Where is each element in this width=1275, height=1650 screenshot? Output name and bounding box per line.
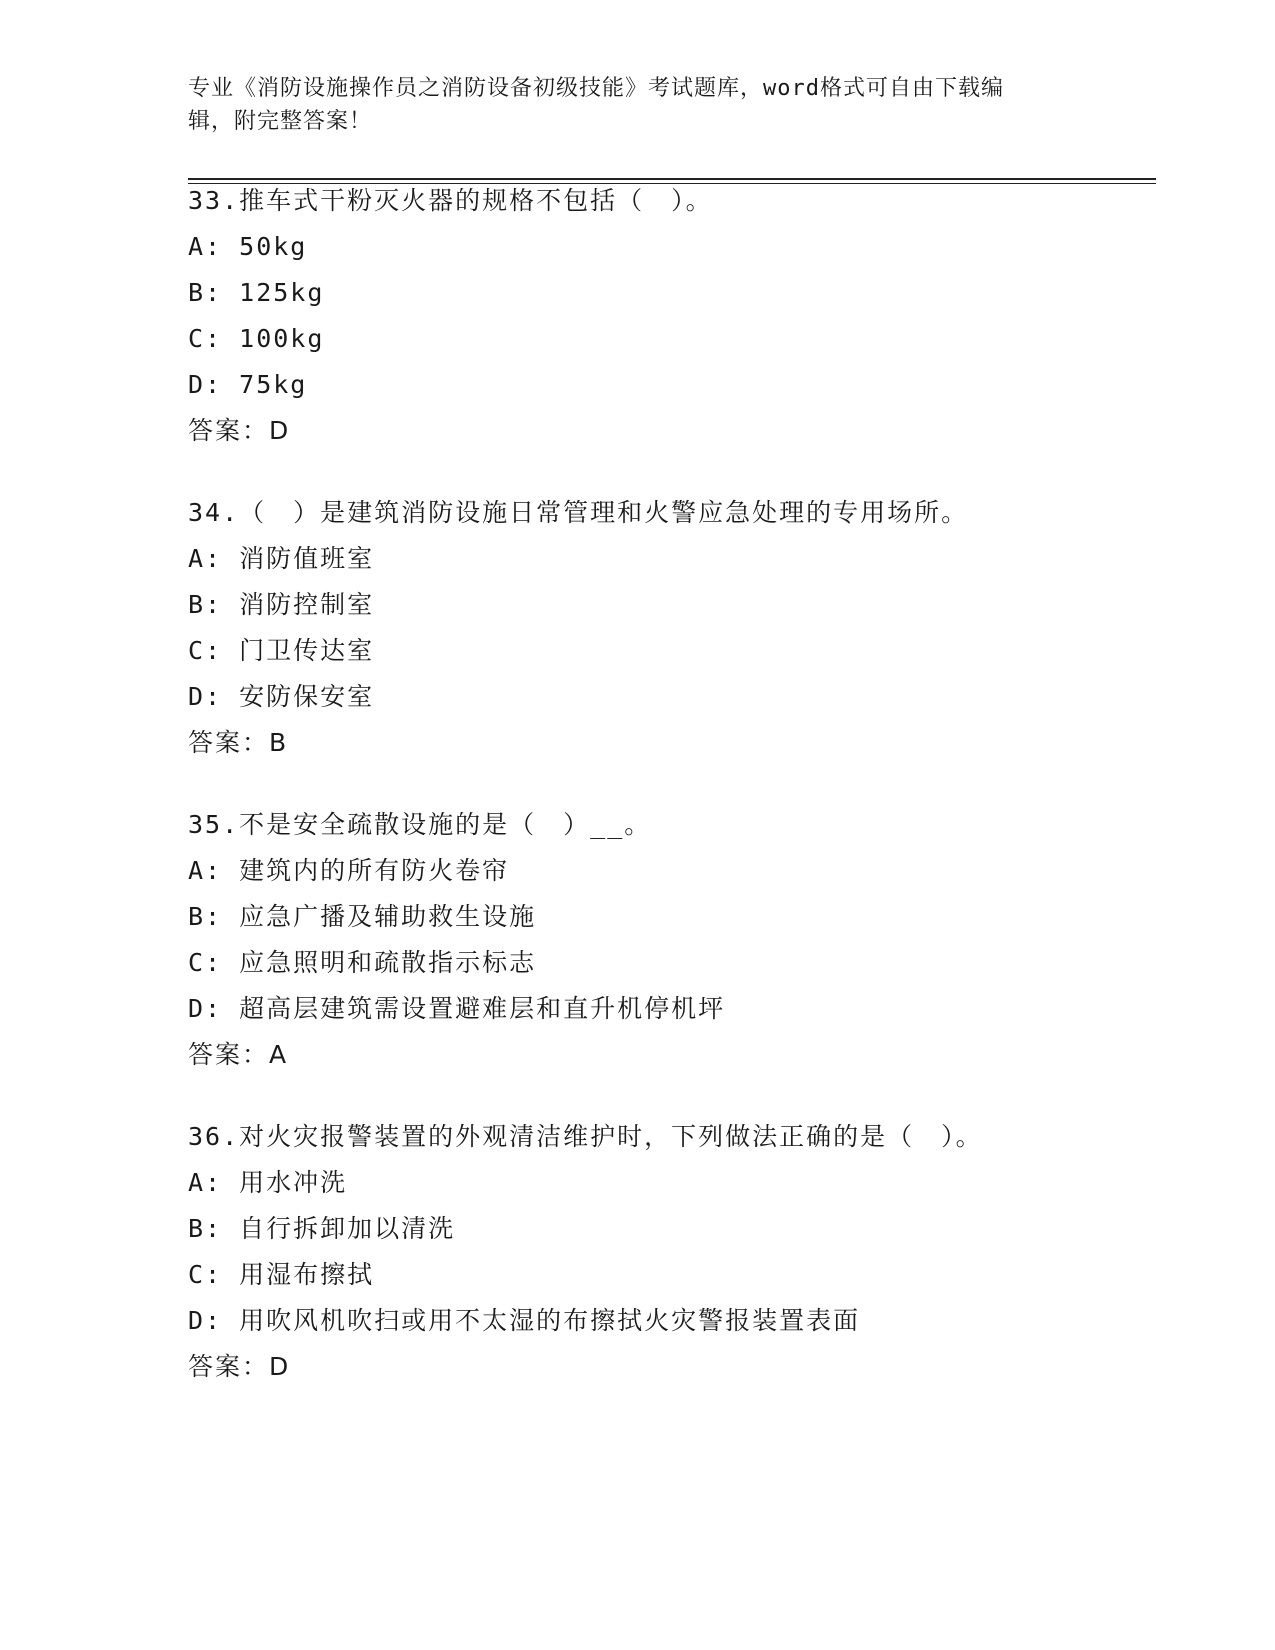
question-block — [188, 1114, 1156, 1390]
option-d: D: 超高层建筑需设置避难层和直升机停机坪 — [188, 994, 726, 1023]
answer-line — [188, 1344, 1156, 1390]
option-b: B: 自行拆卸加以清洗 — [188, 1214, 456, 1243]
option-b: B: 应急广播及辅助救生设施 — [188, 902, 537, 931]
question-block — [188, 490, 1156, 766]
question-text: 33.推车式干粉灭火器的规格不包括（ ）。 — [188, 186, 713, 215]
option-c: C: 100kg — [188, 324, 325, 353]
option-c: C: 门卫传达室 — [188, 636, 375, 665]
question-block — [188, 802, 1156, 1078]
option-b: B: 125kg — [188, 278, 325, 307]
option-a: A: 消防值班室 — [188, 544, 375, 573]
option-a: A: 建筑内的所有防火卷帘 — [188, 856, 510, 885]
option-a: A: 50kg — [188, 232, 308, 261]
option-b: B: 消防控制室 — [188, 590, 375, 619]
option-d: D: 安防保安室 — [188, 682, 375, 711]
answer-label: 答案： — [188, 1040, 270, 1069]
question-block — [188, 178, 1156, 454]
question-text: 34.（ ）是建筑消防设施日常管理和火警应急处理的专用场所。 — [188, 498, 969, 527]
header-line-1: 专业《消防设施操作员之消防设备初级技能》考试题库，word格式可自由下载编 — [188, 76, 1004, 101]
answer-value: D — [269, 1352, 290, 1381]
answer-label: 答案： — [188, 1352, 270, 1381]
option-c: C: 用湿布擦拭 — [188, 1260, 375, 1289]
answer-line — [188, 408, 1156, 454]
option-a: A: 用水冲洗 — [188, 1168, 348, 1197]
option-c: C: 应急照明和疏散指示标志 — [188, 948, 537, 977]
answer-line — [188, 1032, 1156, 1078]
answer-value: A — [269, 1040, 288, 1069]
answer-label: 答案： — [188, 416, 270, 445]
header-line-2: 辑，附完整答案！ — [188, 109, 373, 134]
document-header — [188, 72, 1088, 138]
answer-line — [188, 720, 1156, 766]
question-text: 36.对火灾报警装置的外观清洁维护时，下列做法正确的是（ ）。 — [188, 1122, 983, 1151]
option-d: D: 75kg — [188, 370, 308, 399]
question-text: 35.不是安全疏散设施的是（ ）__。 — [188, 810, 652, 839]
answer-value: D — [269, 416, 290, 445]
answer-value: B — [269, 728, 288, 757]
answer-label: 答案： — [188, 728, 270, 757]
option-d: D: 用吹风机吹扫或用不太湿的布擦拭火灾警报装置表面 — [188, 1306, 861, 1335]
